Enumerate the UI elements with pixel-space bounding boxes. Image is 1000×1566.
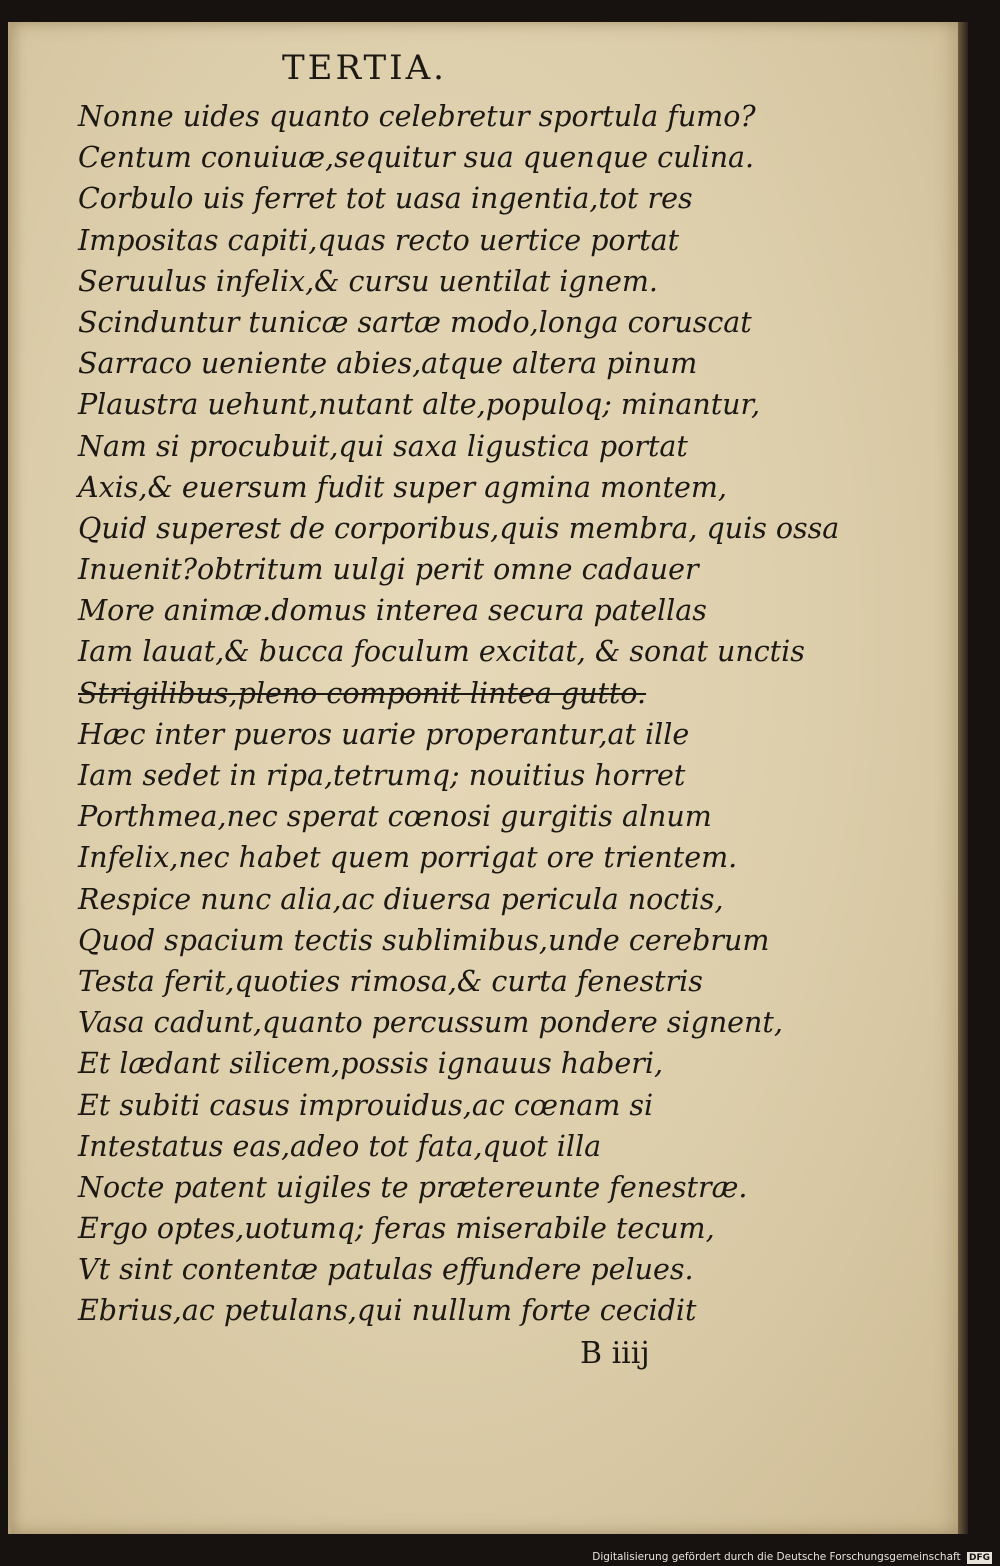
verse-line: Et lædant silicem,possis ignauus haberi, [78, 1047, 664, 1081]
verse-line: Infelix,nec habet quem porrigat ore trientem. [78, 841, 738, 875]
verse-line: Corbulo uis ferret tot uasa ingentia,tot res [78, 182, 693, 216]
verse-line: Respice nunc alia,ac diuersa pericula noctis, [78, 882, 724, 916]
verse-line: Vt sint contentæ patulas effundere pelues. [78, 1253, 694, 1287]
dfg-logo: DFG [968, 1553, 990, 1563]
verse-line: Ebrius,ac petulans,qui nullum forte cecidit [78, 1294, 697, 1328]
verse-line: Strigilibus,pleno componit lintea gutto. [78, 676, 647, 710]
verse-line: Nocte patent uigiles te prætereunte fenestræ. [78, 1170, 748, 1204]
verse-line: Iam lauat,& bucca foculum excitat, & sonat unctis [78, 635, 805, 669]
verse-line: Axis,& euersum fudit super agmina montem, [78, 470, 727, 504]
verse-line: Plaustra uehunt,nutant alte,populoq; minantur, [78, 388, 761, 422]
verse-line: Scinduntur tunicæ sartæ modo,longa coruscat [78, 305, 752, 339]
verse-line: Impositas capiti,quas recto uertice portat [78, 223, 680, 257]
verse-line: Quod spacium tectis sublimibus,unde cerebrum [78, 923, 770, 957]
verse-line: Ergo optes,uotumq; feras miserabile tecum, [78, 1212, 715, 1246]
digitization-credit [592, 1551, 992, 1564]
signature-mark: B iiij [580, 1336, 650, 1371]
verse-line: Porthmea,nec sperat cœnosi gurgitis alnum [78, 800, 712, 834]
verse-line: Testa ferit,quoties rimosa,& curta fenestris [78, 964, 703, 998]
verse-line: Seruulus infelix,& cursu uentilat ignem. [78, 264, 658, 298]
verse-line: Quid superest de corporibus,quis membra, quis ossa [78, 511, 840, 545]
page-edge-shadow [958, 22, 968, 1534]
verse-line: Et subiti casus improuidus,ac cœnam si [78, 1088, 654, 1122]
verse-line: Intestatus eas,adeo tot fata,quot illa [78, 1129, 602, 1163]
verse-line: Vasa cadunt,quanto percussum pondere signent, [78, 1006, 783, 1040]
credit-text: Digitalisierung gefördert durch die Deutsche Forschungsgemeinschaft [592, 1551, 961, 1563]
verse-line: Sarraco ueniente abies,atque altera pinum [78, 347, 698, 381]
verse-line: Hæc inter pueros uarie properantur,at ille [78, 717, 690, 751]
verse-list [78, 96, 840, 1332]
bleed-through-text [838, 160, 948, 580]
running-head: TERTIA. [282, 48, 447, 88]
verse-line: Nam si procubuit,qui saxa ligustica portat [78, 429, 688, 463]
verse-line: Centum conuiuæ,sequitur sua quenque culina. [78, 141, 755, 175]
verse-line: Iam sedet in ripa,tetrumq; nouitius horret [78, 759, 686, 792]
verse-line: Nonne uides quanto celebretur sportula fumo? [78, 100, 756, 133]
verse-line: Inuenit?obtritum uulgi perit omne cadauer [78, 553, 699, 587]
verse-line: More animæ.domus interea secura patellas [78, 594, 707, 628]
